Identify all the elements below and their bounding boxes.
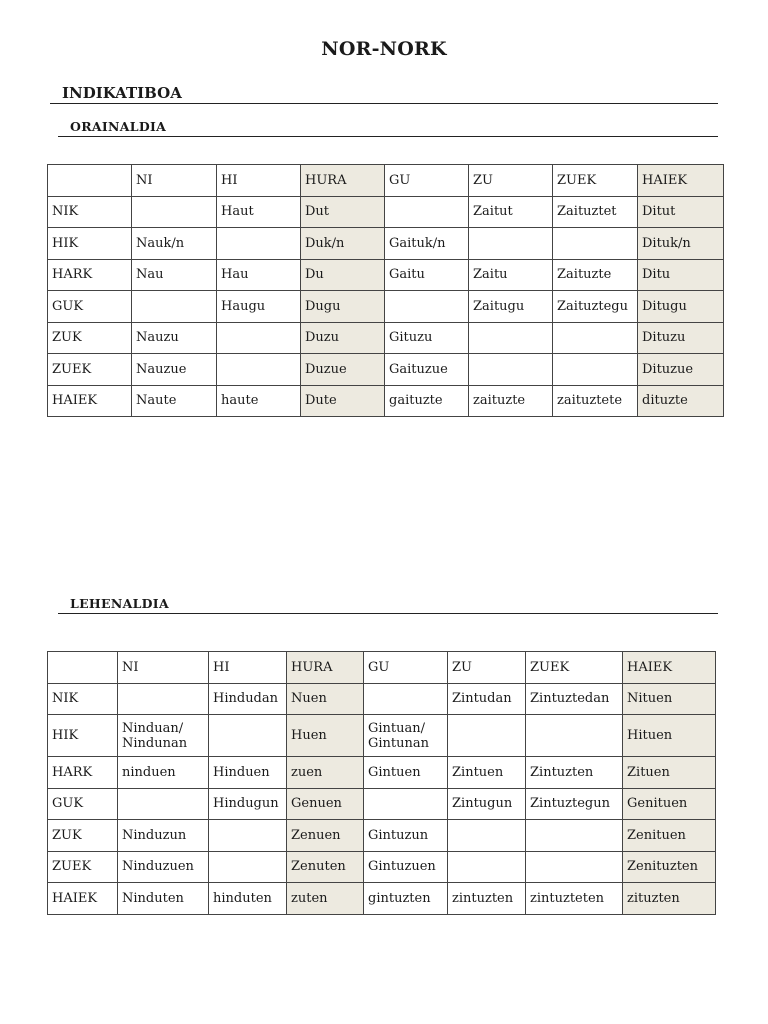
past-conjugation-table [47, 651, 716, 915]
table-cell: Hindugun [209, 788, 287, 820]
table-cell [469, 228, 553, 260]
table-cell: Dut [301, 196, 385, 228]
table-cell: gaituzte [385, 385, 469, 417]
row-header: HIK [48, 228, 132, 260]
table-cell: Gaituzue [385, 354, 469, 386]
section-heading: INDIKATIBOA [62, 84, 182, 102]
table-cell [469, 322, 553, 354]
table-cell [364, 788, 448, 820]
column-header: HURA [301, 165, 385, 197]
table-cell: Gintuzuen [364, 851, 448, 883]
table-cell [364, 683, 448, 715]
table-cell [469, 354, 553, 386]
table-cell: Haut [217, 196, 301, 228]
table-cell [553, 228, 638, 260]
past-divider [58, 613, 718, 614]
table-cell: Dituzu [638, 322, 724, 354]
table-cell: Zaitu [469, 259, 553, 291]
table-cell: Hinduen [209, 757, 287, 789]
table-cell: Nauzu [132, 322, 217, 354]
table-row [48, 322, 724, 354]
table-cell: Hituen [623, 715, 716, 757]
column-header: HURA [287, 652, 364, 684]
column-header: GU [364, 652, 448, 684]
column-header: HAIEK [623, 652, 716, 684]
table-cell: Dituzue [638, 354, 724, 386]
table-cell: zaituztete [553, 385, 638, 417]
table-cell: Zenituzten [623, 851, 716, 883]
table-cell: Du [301, 259, 385, 291]
column-header: ZUEK [526, 652, 623, 684]
column-header: NI [132, 165, 217, 197]
table-cell: Duzue [301, 354, 385, 386]
row-header: ZUEK [48, 851, 118, 883]
row-header: HAIEK [48, 883, 118, 915]
row-header: HAIEK [48, 385, 132, 417]
table-cell: Zituen [623, 757, 716, 789]
table-cell: zaituzte [469, 385, 553, 417]
table-cell: Gintuen [364, 757, 448, 789]
table-cell: Hau [217, 259, 301, 291]
table-cell: Genuen [287, 788, 364, 820]
column-header: ZU [448, 652, 526, 684]
table-cell: Zintugun [448, 788, 526, 820]
table-cell: Ninduten [118, 883, 209, 915]
column-header: ZU [469, 165, 553, 197]
table-cell [526, 820, 623, 852]
table-cell: Zaituztet [553, 196, 638, 228]
table-cell: Hindudan [209, 683, 287, 715]
table-row [48, 259, 724, 291]
table-cell: hinduten [209, 883, 287, 915]
table-cell [209, 820, 287, 852]
table-cell [217, 228, 301, 260]
header-row [48, 165, 724, 197]
table-cell: Ditut [638, 196, 724, 228]
table-cell: Dituk/n [638, 228, 724, 260]
table-cell: Nuen [287, 683, 364, 715]
table-cell [448, 851, 526, 883]
table-row [48, 851, 716, 883]
table-cell [217, 322, 301, 354]
table-row [48, 385, 724, 417]
row-header: ZUEK [48, 354, 132, 386]
present-divider [58, 136, 718, 137]
page-title: NOR-NORK [321, 38, 447, 60]
table-row [48, 354, 724, 386]
table-row [48, 820, 716, 852]
table-row [48, 883, 716, 915]
table-cell: Zaituztegu [553, 291, 638, 323]
table-cell [553, 322, 638, 354]
row-header: GUK [48, 291, 132, 323]
table-cell: haute [217, 385, 301, 417]
table-cell: Duzu [301, 322, 385, 354]
past-heading: LEHENALDIA [70, 596, 169, 611]
table-cell: Zaituzte [553, 259, 638, 291]
table-cell: Zintudan [448, 683, 526, 715]
column-header [48, 165, 132, 197]
column-header [48, 652, 118, 684]
table-cell: Nituen [623, 683, 716, 715]
table-cell: Zaitugu [469, 291, 553, 323]
table-cell: Zintuzten [526, 757, 623, 789]
table-cell: zintuzten [448, 883, 526, 915]
table-cell: zuten [287, 883, 364, 915]
table-cell: Zintuen [448, 757, 526, 789]
table-cell [385, 196, 469, 228]
table-row [48, 715, 716, 757]
table-cell [118, 683, 209, 715]
table-cell: Zintuztedan [526, 683, 623, 715]
table-cell [217, 354, 301, 386]
table-cell [448, 820, 526, 852]
present-conjugation-table [47, 164, 724, 417]
table-cell: Dugu [301, 291, 385, 323]
column-header: HI [209, 652, 287, 684]
table-cell: Gaituk/n [385, 228, 469, 260]
table-cell: Huen [287, 715, 364, 757]
table-cell: Ninduzuen [118, 851, 209, 883]
table-cell: Nauzue [132, 354, 217, 386]
column-header: HI [217, 165, 301, 197]
section-divider [50, 103, 718, 104]
table-cell [526, 715, 623, 757]
column-header: NI [118, 652, 209, 684]
table-cell: Gituzu [385, 322, 469, 354]
table-cell: Zintuztegun [526, 788, 623, 820]
table-cell [209, 851, 287, 883]
present-heading: ORAINALDIA [70, 119, 167, 134]
table-cell: Dute [301, 385, 385, 417]
table-cell: zituzten [623, 883, 716, 915]
table-cell [132, 291, 217, 323]
column-header: GU [385, 165, 469, 197]
table-cell: Naute [132, 385, 217, 417]
row-header: HARK [48, 259, 132, 291]
table-cell: zuen [287, 757, 364, 789]
table-cell: Nau [132, 259, 217, 291]
table-row [48, 683, 716, 715]
table-cell: Zenuen [287, 820, 364, 852]
table-row [48, 291, 724, 323]
table-cell: gintuzten [364, 883, 448, 915]
table-cell: Nauk/n [132, 228, 217, 260]
table-cell: ninduen [118, 757, 209, 789]
table-cell: Zenuten [287, 851, 364, 883]
row-header: NIK [48, 196, 132, 228]
table-cell [118, 788, 209, 820]
table-cell: Ditu [638, 259, 724, 291]
table-cell: zintuzteten [526, 883, 623, 915]
table-row [48, 788, 716, 820]
table-cell [209, 715, 287, 757]
table-cell: Duk/n [301, 228, 385, 260]
table-row [48, 196, 724, 228]
table-cell [448, 715, 526, 757]
table-cell: Ninduzun [118, 820, 209, 852]
row-header: ZUK [48, 820, 118, 852]
table-cell: Zenituen [623, 820, 716, 852]
row-header: ZUK [48, 322, 132, 354]
column-header: ZUEK [553, 165, 638, 197]
table-cell [553, 354, 638, 386]
row-header: HARK [48, 757, 118, 789]
table-cell: Zaitut [469, 196, 553, 228]
column-header: HAIEK [638, 165, 724, 197]
table-row [48, 228, 724, 260]
table-cell: Ninduan/ Nindunan [118, 715, 209, 757]
table-cell [132, 196, 217, 228]
table-cell: Ditugu [638, 291, 724, 323]
table-cell [385, 291, 469, 323]
header-row [48, 652, 716, 684]
table-cell: dituzte [638, 385, 724, 417]
table-cell: Gintuan/ Gintunan [364, 715, 448, 757]
table-cell: Haugu [217, 291, 301, 323]
table-cell: Gaitu [385, 259, 469, 291]
table-cell: Genituen [623, 788, 716, 820]
table-cell: Gintuzun [364, 820, 448, 852]
row-header: GUK [48, 788, 118, 820]
table-cell [526, 851, 623, 883]
row-header: NIK [48, 683, 118, 715]
table-row [48, 757, 716, 789]
row-header: HIK [48, 715, 118, 757]
